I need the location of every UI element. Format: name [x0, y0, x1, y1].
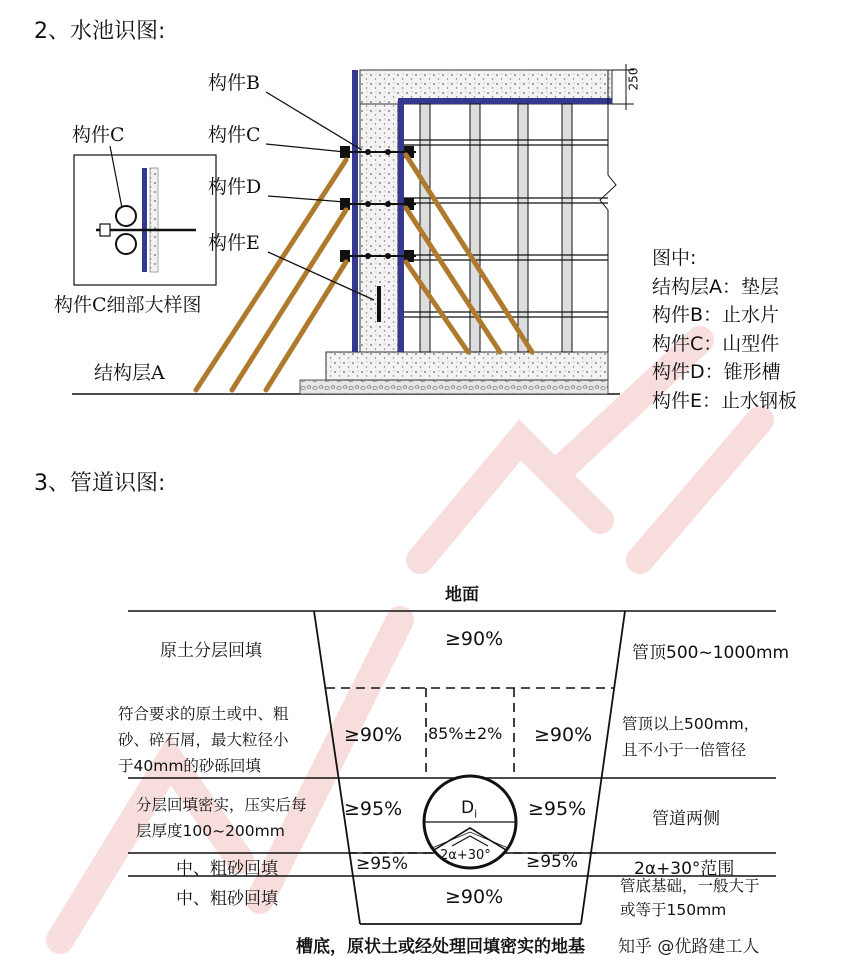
legend-line: 构件C：山型件	[652, 332, 780, 355]
pipe-diameter-subscript: i	[474, 807, 478, 821]
pipe-diameter-symbol: D	[461, 798, 475, 818]
left-row3-line: 层厚度100~200mm	[136, 822, 285, 840]
ground-label: 地面	[445, 585, 479, 605]
legend-line: 结构层A：垫层	[652, 275, 779, 298]
detail-title: 构件C	[72, 124, 125, 146]
trench-bottom-label: 槽底，原状土或经处理回填密实的地基	[296, 937, 585, 957]
right-row2-line: 管顶以上500mm，	[622, 715, 760, 733]
right-row5-label	[620, 874, 760, 922]
left-row2-label	[118, 701, 289, 779]
legend-line: 构件D：锥形槽	[652, 361, 781, 383]
right-row5-line: 或等于150mm	[620, 901, 727, 919]
compaction-row3-left: ≥95%	[344, 798, 403, 820]
dimension-label: 250	[626, 67, 641, 91]
right-row3-label: 管道两侧	[652, 809, 720, 829]
detail-caption: 构件C细部大样图	[54, 294, 202, 316]
right-row1-label: 管顶500~1000mm	[632, 643, 790, 663]
source-credit: 知乎 @优路建工人	[618, 937, 760, 957]
right-row2-line: 且不小于一倍管径	[622, 741, 747, 759]
legend-line: 构件E：止水钢板	[652, 389, 798, 412]
compaction-row4-right: ≥95%	[526, 852, 579, 872]
right-row4-label: 2α+30°范围	[634, 859, 735, 879]
pipe-diameter-label	[461, 798, 477, 820]
compaction-row5: ≥90%	[445, 886, 504, 908]
left-row1-label: 原土分层回填	[160, 641, 262, 661]
left-row4-label: 中、粗砂回填	[176, 859, 278, 879]
right-row2-label	[622, 711, 759, 763]
left-row2-line: 砂、碎石屑，最大粒径小	[118, 731, 289, 749]
legend-line: 构件B：止水片	[652, 304, 780, 326]
label-component-c: 构件C	[208, 124, 261, 146]
left-row2-line: 符合要求的原土或中、粗	[118, 705, 289, 723]
pipe-angle-label: 2α+30°	[440, 848, 491, 863]
compaction-row2-left: ≥90%	[344, 724, 403, 746]
label-component-d: 构件D	[208, 176, 262, 198]
compaction-row4-left: ≥95%	[356, 854, 409, 874]
legend-line: 图中:	[652, 247, 697, 269]
left-row3-line: 分层回填密实，压实后每	[136, 796, 307, 814]
section3-heading: 3、管道识图:	[34, 471, 166, 496]
left-row3-label	[136, 792, 307, 844]
compaction-row1: ≥90%	[445, 628, 504, 650]
compaction-row2-mid: 85%±2%	[428, 724, 503, 743]
label-layer-a: 结构层A	[94, 362, 165, 384]
left-row2-line: 于40mm的砂砾回填	[118, 757, 261, 775]
label-component-b: 构件B	[208, 72, 260, 94]
label-component-e: 构件E	[208, 232, 260, 254]
compaction-row2-right: ≥90%	[534, 724, 593, 746]
compaction-row3-right: ≥95%	[528, 798, 587, 820]
right-row5-line: 管底基础，一般大于	[620, 877, 760, 895]
left-row5-label: 中、粗砂回填	[176, 889, 278, 909]
section2-heading: 2、水池识图:	[34, 19, 166, 44]
